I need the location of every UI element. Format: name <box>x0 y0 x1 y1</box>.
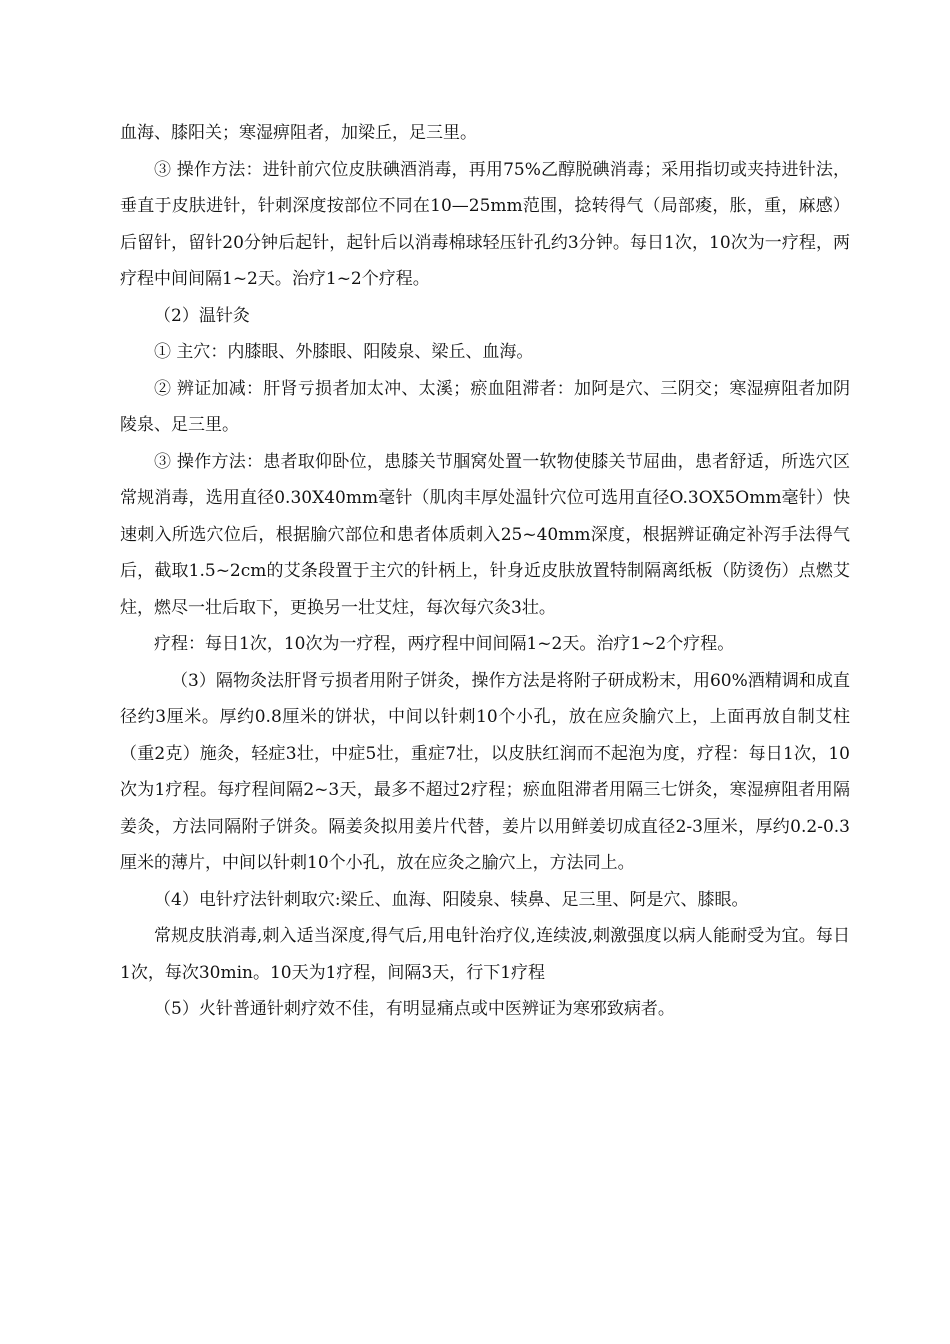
section-heading-warm-needle: （2）温针灸 <box>154 305 250 326</box>
document-body <box>120 115 850 1028</box>
paragraph-electroacupuncture: （4）电针疗法针刺取穴:梁丘、血海、阳陵泉、犊鼻、足三里、阿是穴、膝眼。 <box>154 889 749 910</box>
paragraph-operation-method-1: ③ 操作方法：进针前穴位皮肤碘酒消毒，再用75%乙醇脱碘消毒；采用指切或夹持进针法，垂直于皮肤进针，针刺深度按部位不同在10—25mm范围，捻转得气（局部痠，胀，重，麻感）后留针，留针20分钟后起针，起针后以消毒棉球轻压针孔约3分钟。每日1次，10次为一疗程，两疗程中间间隔1~2天。治疗1~2个疗程。 <box>120 159 850 289</box>
paragraph-fire-needle: （5）火针普通针刺疗效不佳，有明显痛点或中医辨证为寒邪致病者。 <box>154 999 675 1019</box>
paragraph-indirect-moxibustion: （3）隔物灸法肝肾亏损者用附子饼灸，操作方法是将附子研成粉末，用60%酒精调和成直径约3厘米。厚约0.8厘米的饼状，中间以针刺10个小孔，放在应灸腧穴上，上面再放自制艾柱（重2克）施灸，轻症3壮，中症5壮，重症7壮，以皮肤红润而不起泡为度，疗程：每日1次，10次为1疗程。每疗程间隔2~3天，最多不超过2疗程；瘀血阻滞者用隔三七饼灸，寒湿痹阻者用隔姜灸，方法同隔附子饼灸。隔姜灸拟用姜片代替，姜片以用鲜姜切成直径2-3厘米，厚约0.2-0.3厘米的薄片，中间以针刺10个小孔，放在应灸之腧穴上，方法同上。 <box>120 670 850 873</box>
paragraph-operation-method-2: ③ 操作方法：患者取仰卧位，患膝关节腘窝处置一软物使膝关节屈曲，患者舒适，所选穴区常规消毒，选用直径0.30X40mm毫针（肌肉丰厚处温针穴位可选用直径O.3OX5Omm毫针）快速刺入所选穴位后，根据腧穴部位和患者体质刺入25~40mm深度，根据辨证确定补泻手法得气后，截取1.5~2cm的艾条段置于主穴的针柄上，针身近皮肤放置特制隔离纸板（防烫伤）点燃艾炷，燃尽一壮后取下，更换另一壮艾炷，每次每穴灸3壮。 <box>120 451 850 618</box>
paragraph-syndrome-modification: ② 辨证加减：肝肾亏损者加太冲、太溪；瘀血阻滞者：加阿是穴、三阴交；寒湿痹阻者加阴陵泉、足三里。 <box>120 378 850 435</box>
paragraph-electro-procedure: 常规皮肤消毒,刺入适当深度,得气后,用电针治疗仪,连续波,刺激强度以病人能耐受为宜。每日1次，每次30min。10天为1疗程，间隔3天，行下1疗程 <box>120 926 850 983</box>
paragraph-main-points: ① 主穴：内膝眼、外膝眼、阳陵泉、梁丘、血海。 <box>154 342 534 362</box>
paragraph-continuation: 血海、膝阳关；寒湿痹阻者，加梁丘，足三里。 <box>120 123 477 143</box>
paragraph-course: 疗程：每日1次，10次为一疗程，两疗程中间间隔1~2天。治疗1~2个疗程。 <box>154 634 735 654</box>
